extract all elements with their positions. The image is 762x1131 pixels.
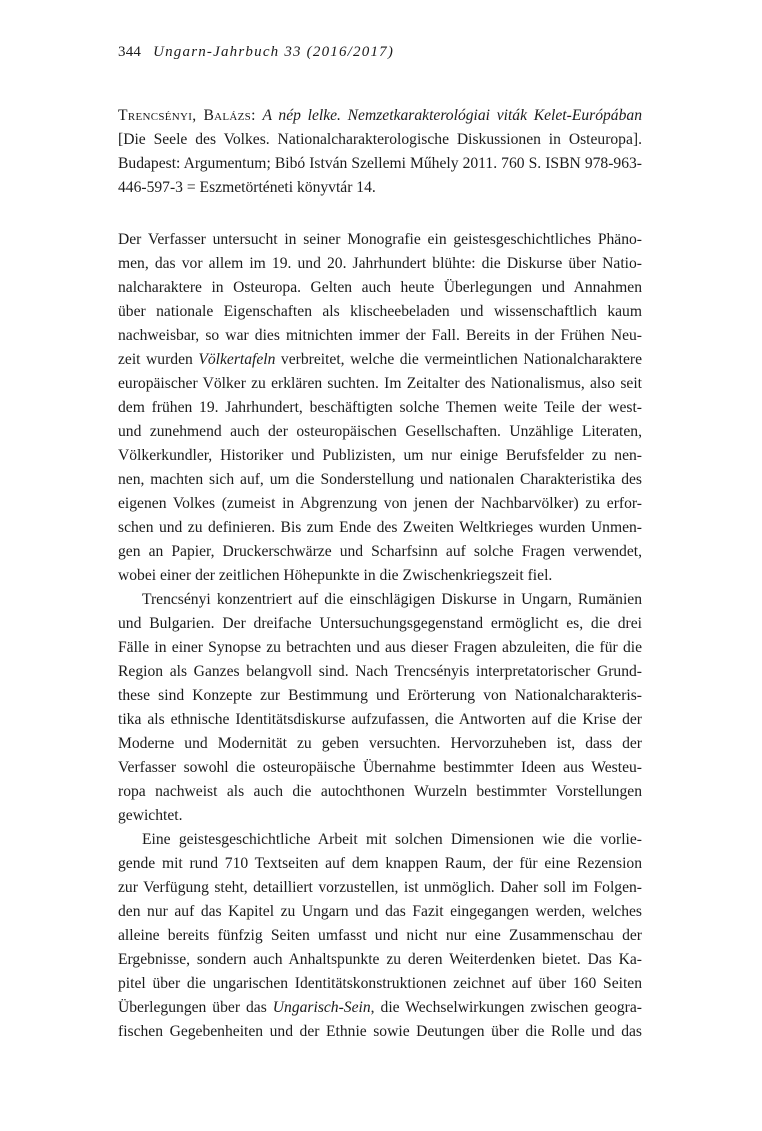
citation-author: Trencsényi, Balázs: [118,107,256,124]
paragraph [118,828,642,1044]
text-line: pitel über die ungarischen Identitätskonstruktionen zeichnet auf über 160 Seiten [118,975,642,992]
text-line: men, das vor allem im 19. und 20. Jahrhundert blühte: die Diskurse über Natio- [118,255,642,272]
journal-title: Ungarn-Jahrbuch 33 (2016/2017) [153,44,395,60]
text-line: zur Verfügung steht, detailliert vorzustellen, ist unmöglich. Daher soll im Folgen- [118,879,642,896]
running-head [118,44,394,61]
book-citation [118,104,642,200]
text-line: und zunehmend auch der osteuropäischen Gesellschaften. Unzählige Literaten, [118,423,642,440]
paragraph [118,228,642,588]
review-body [118,228,642,1044]
citation-title: A nép lelke. Nemzetkarakterológiai viták Kelet-Európában [262,107,642,124]
text-line: nalcharaktere in Osteuropa. Gelten auch heute Überlegungen und Annahmen [118,279,642,296]
citation-line-3: Budapest: Argumentum; Bibó István Szellemi Műhely 2011. 760 S. ISBN 978-963- [118,155,642,172]
text-line: europäischer Völker zu erklären suchten. Im Zeitalter des Nationalismus, also seit [118,375,642,392]
text-line: these sind Konzepte zur Bestimmung und Erörterung von Nationalcharakteris- [118,687,642,704]
text-line: gen an Papier, Druckerschwärze und Scharfsinn auf solche Fragen verwendet, [118,543,642,560]
text-line: Überlegungen über das Ungarisch-Sein, die Wechselwirkungen zwischen geogra- [118,999,642,1016]
text-line: Der Verfasser untersucht in seiner Monografie ein geistesgeschichtliches Phäno- [118,231,642,248]
text-line: Region als Ganzes belangvoll sind. Nach Trencsényis interpretatorischer Grund- [118,663,642,680]
text-line: gende mit rund 710 Textseiten auf dem knappen Raum, der für eine Rezension [118,855,642,872]
text-line: Trencsényi konzentriert auf die einschlägigen Diskurse in Ungarn, Rumänien [142,591,642,608]
text-line: eigenen Volkes (zumeist in Abgrenzung von jenen der Nachbarvölker) zu erfor- [118,495,642,512]
italic-term: Völkertafeln [198,351,276,368]
citation-line-1 [118,104,642,128]
text-line: ropa nachweist als auch die autochthonen Wurzeln bestimmter Vorstellungen [118,783,642,800]
text-line: und Bulgarien. Der dreifache Untersuchungsgegenstand ermöglicht es, die drei [118,615,642,632]
citation-line-2: [Die Seele des Volkes. Nationalcharakterologische Diskussionen in Osteuropa]. [118,131,642,148]
text-line: nen, machten sich auf, um die Sonderstellung und nationalen Charakteristika des [118,471,642,488]
text-line: wobei einer der zeitlichen Höhepunkte in die Zwischenkriegszeit fiel. [118,567,553,584]
text-line: gewichtet. [118,807,183,824]
text-line: Ergebnisse, sondern auch Anhaltspunkte zu deren Weiterdenken bietet. Das Ka- [118,951,642,968]
text-line: Moderne und Modernität zu geben versuchten. Hervorzuheben ist, dass der [118,735,642,752]
text-line: Verfasser sowohl die osteuropäische Übernahme bestimmter Ideen aus Westeu- [118,759,642,776]
text-line: den nur auf das Kapitel zu Ungarn und das Fazit eingegangen werden, welches [118,903,642,920]
text-line: über nationale Eigenschaften als klischeebeladen und wissenschaftlich kaum [118,303,642,320]
page-number: 344 [118,44,142,60]
text-line: tika als ethnische Identitätsdiskurse aufzufassen, die Antworten auf die Krise der [118,711,642,728]
text-line: fischen Gegebenheiten und der Ethnie sowie Deutungen über die Rolle und das [118,1023,642,1040]
italic-term: Ungarisch-Sein [272,999,371,1016]
paragraph [118,588,642,828]
citation-line-4: 446-597-3 = Eszmetörténeti könyvtár 14. [118,179,376,196]
text-line: Eine geistesgeschichtliche Arbeit mit solchen Dimensionen wie die vorlie- [142,831,642,848]
text-line: nachweisbar, so war dies mitnichten immer der Fall. Bereits in der Frühen Neu- [118,327,642,344]
text-line: schen und zu definieren. Bis zum Ende des Zweiten Weltkrieges wurden Unmen- [118,519,642,536]
text-line: zeit wurden Völkertafeln verbreitet, welche die vermeintlichen Nationalcharaktere [118,351,642,368]
text-line: alleine bereits fünfzig Seiten umfasst und nicht nur eine Zusammenschau der [118,927,642,944]
text-line: Fälle in einer Synopse zu betrachten und aus dieser Fragen abzuleiten, die für die [118,639,642,656]
text-line: Völkerkundler, Historiker und Publizisten, um nur einige Berufsfelder zu nen- [118,447,642,464]
text-line: dem frühen 19. Jahrhundert, beschäftigten solche Themen weite Teile der west- [118,399,642,416]
